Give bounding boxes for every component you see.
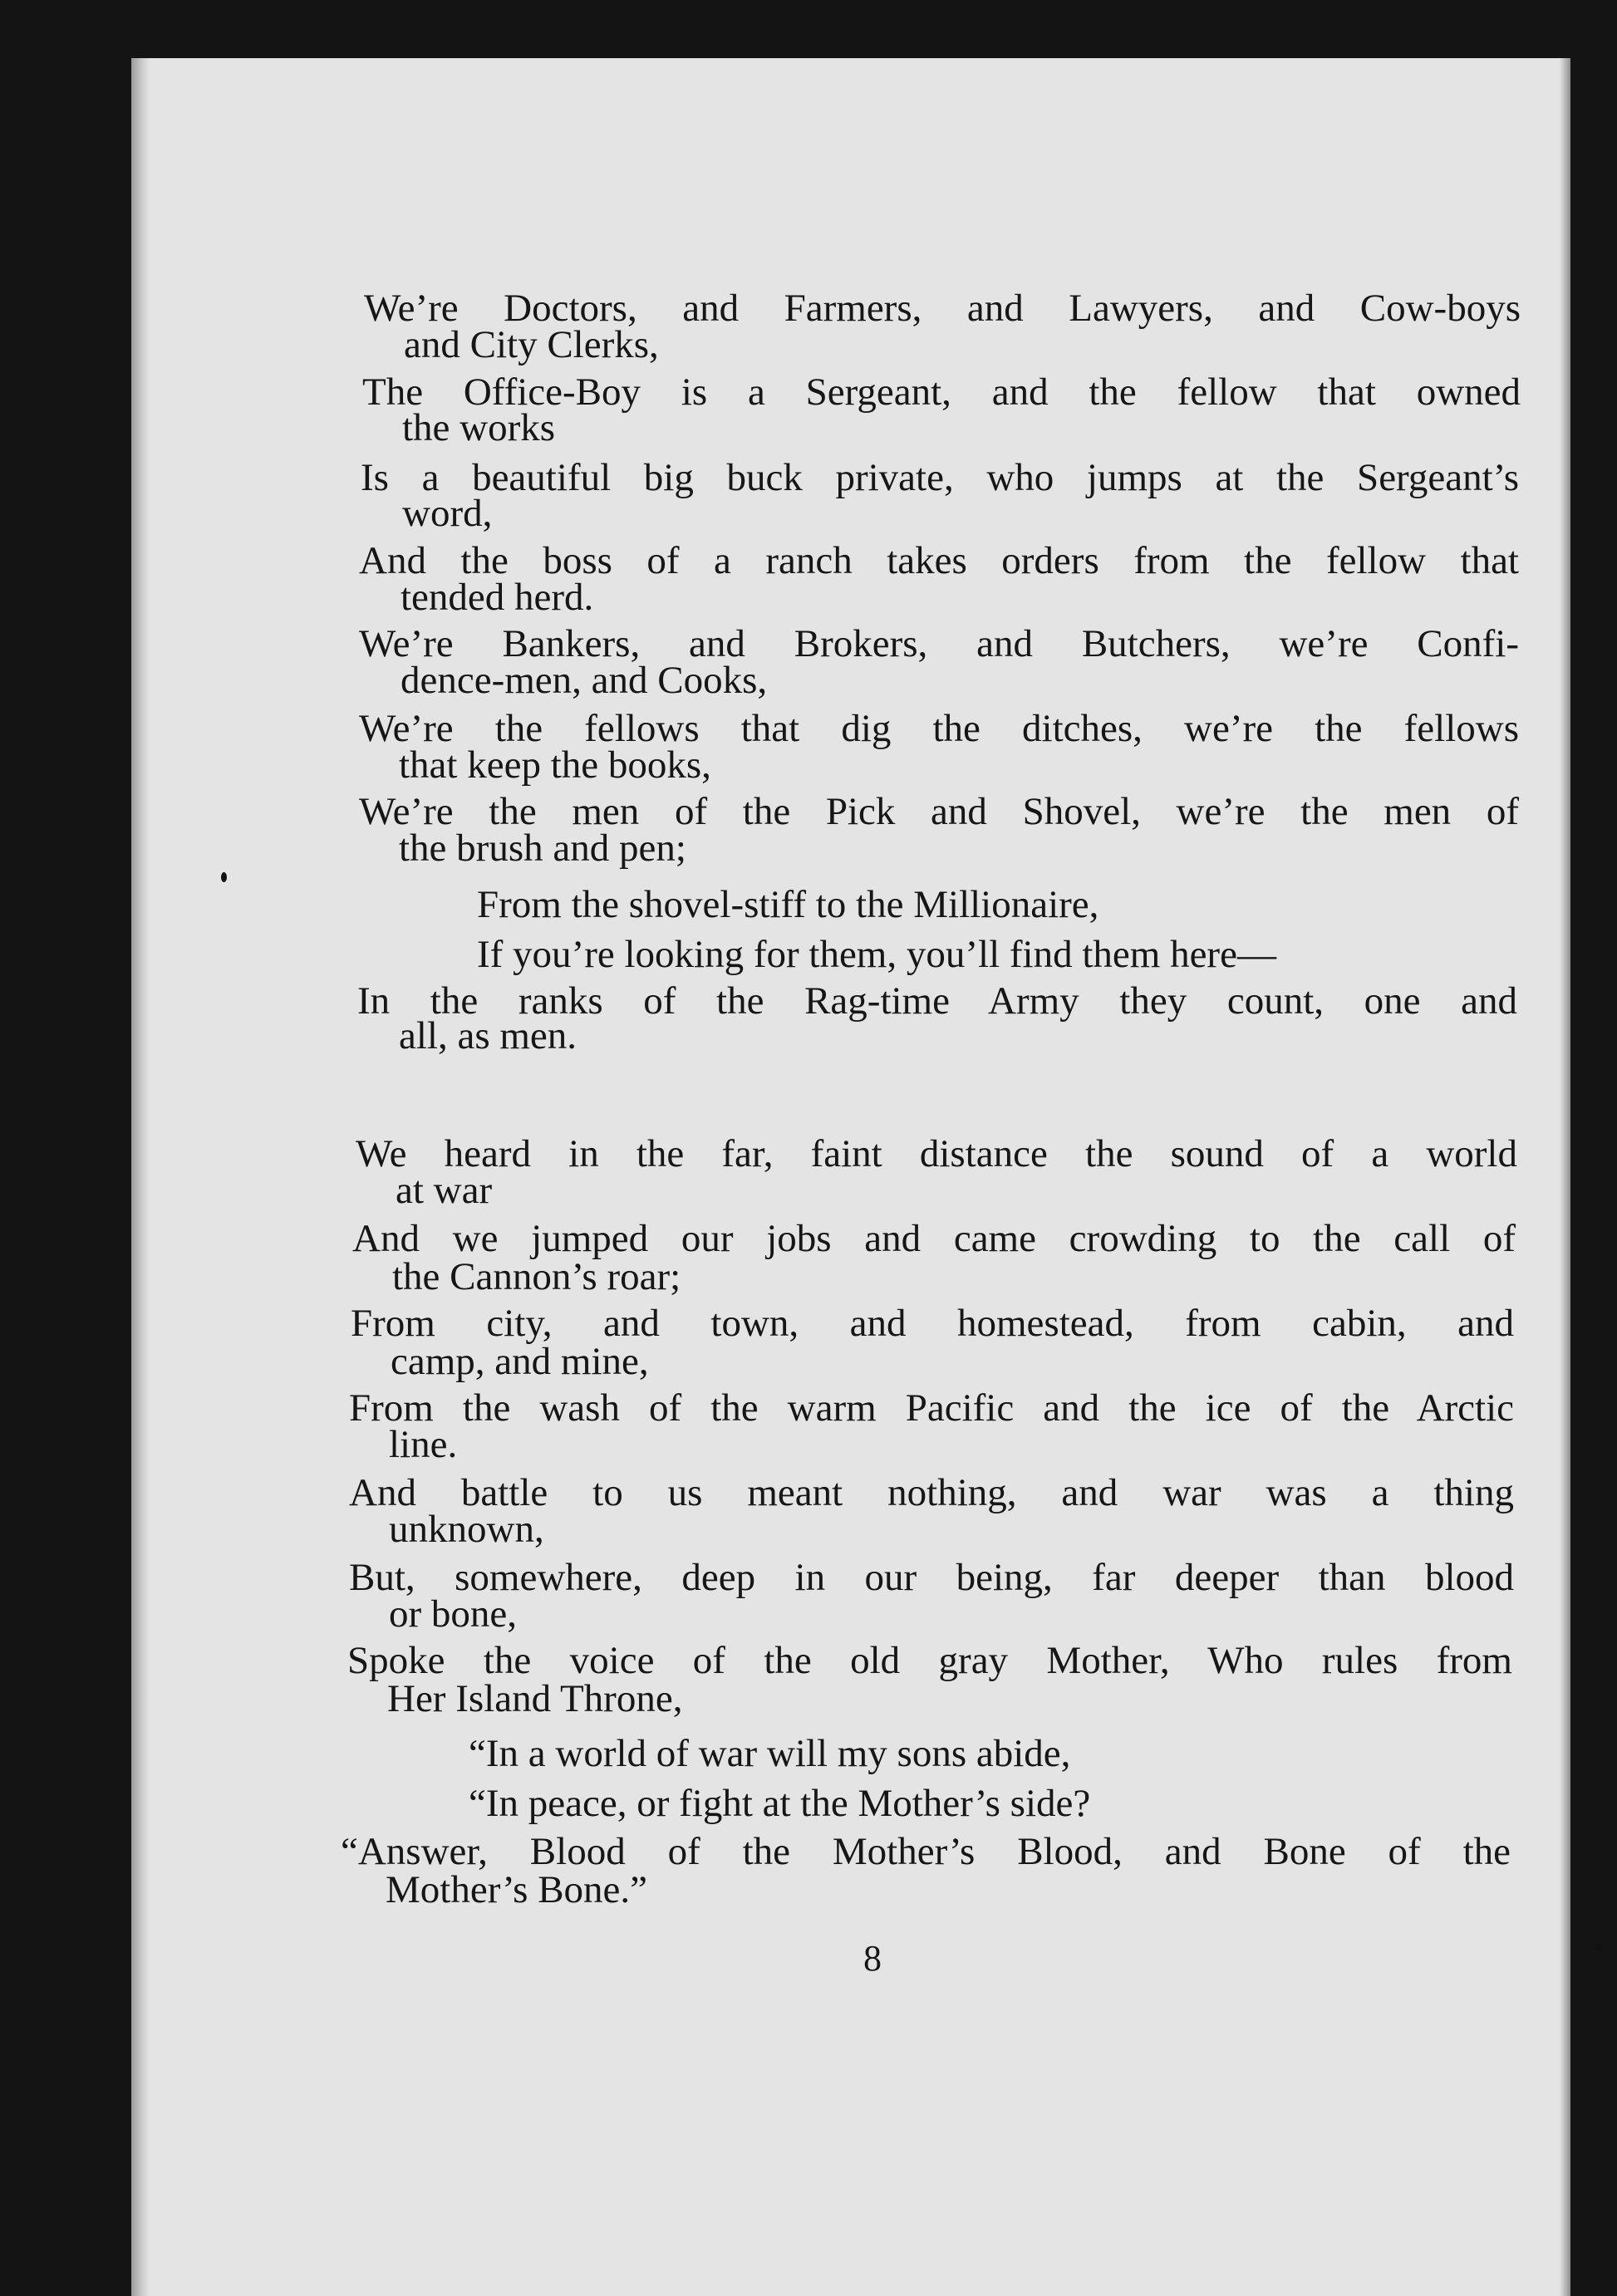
ink-speck bbox=[1595, 1944, 1602, 1950]
poem-line: the brush and pen; bbox=[399, 827, 686, 870]
poem-line: We’re the men of the Pick and Shovel, we’re the men of bbox=[359, 790, 1519, 833]
poem-line: If you’re looking for them, you’ll find them here— bbox=[477, 933, 1276, 976]
poem-line: Her Island Throne, bbox=[387, 1677, 683, 1720]
poem-line: We’re the fellows that dig the ditches, we’re the fellows bbox=[359, 707, 1519, 750]
poem-line: Spoke the voice of the old gray Mother, Who rules from bbox=[347, 1639, 1512, 1682]
poem-line: And battle to us meant nothing, and war was a thing bbox=[349, 1471, 1514, 1514]
poem-line: or bone, bbox=[389, 1592, 518, 1636]
poem-line: word, bbox=[402, 492, 493, 535]
poem-line: the Cannon’s roar; bbox=[392, 1255, 681, 1298]
poem-line: The Office-Boy is a Sergeant, and the fellow that owned bbox=[362, 370, 1521, 414]
poem-line: From the wash of the warm Pacific and the ice of the Arctic bbox=[349, 1386, 1514, 1430]
poem-line: unknown, bbox=[389, 1508, 544, 1551]
poem-line: We heard in the far, faint distance the sound of a world bbox=[356, 1132, 1517, 1175]
poem-line: From city, and town, and homestead, from cabin, and bbox=[351, 1302, 1514, 1345]
poem-line: “In peace, or fight at the Mother’s side? bbox=[469, 1782, 1091, 1825]
page-number: 8 bbox=[863, 1938, 882, 1979]
poem-line: the works bbox=[402, 406, 556, 449]
poem-line: dence-men, and Cooks, bbox=[401, 659, 768, 702]
poem-line: “Answer, Blood of the Mother’s Blood, and Bone of the bbox=[341, 1830, 1511, 1873]
poem-line: at war bbox=[396, 1169, 493, 1212]
poem-line: And we jumped our jobs and came crowding to the call of bbox=[352, 1217, 1516, 1260]
poem-line: and City Clerks, bbox=[404, 323, 659, 366]
poem-line: Is a beautiful big buck private, who jumps at the Sergeant’s bbox=[361, 456, 1519, 499]
book-page bbox=[131, 58, 1570, 2296]
poem-line: And the boss of a ranch takes orders from the fellow that bbox=[359, 539, 1519, 582]
poem-line: line. bbox=[389, 1423, 458, 1466]
poem-line: “In a world of war will my sons abide, bbox=[469, 1732, 1071, 1775]
poem-line: We’re Doctors, and Farmers, and Lawyers, and Cow-boys bbox=[364, 287, 1521, 330]
poem-line: We’re Bankers, and Brokers, and Butchers, we’re Confi- bbox=[359, 622, 1519, 665]
poem-line: But, somewhere, deep in our being, far deeper than blood bbox=[349, 1556, 1514, 1599]
poem-line: In the ranks of the Rag-time Army they count, one and bbox=[357, 979, 1517, 1023]
poem-line: all, as men. bbox=[399, 1014, 578, 1057]
poem-line: From the shovel-stiff to the Millionaire, bbox=[477, 883, 1099, 926]
poem-line: that keep the books, bbox=[399, 743, 711, 787]
poem-line: Mother’s Bone.” bbox=[386, 1868, 648, 1911]
poem-line: tended herd. bbox=[401, 576, 594, 619]
poem-line: camp, and mine, bbox=[391, 1340, 649, 1383]
